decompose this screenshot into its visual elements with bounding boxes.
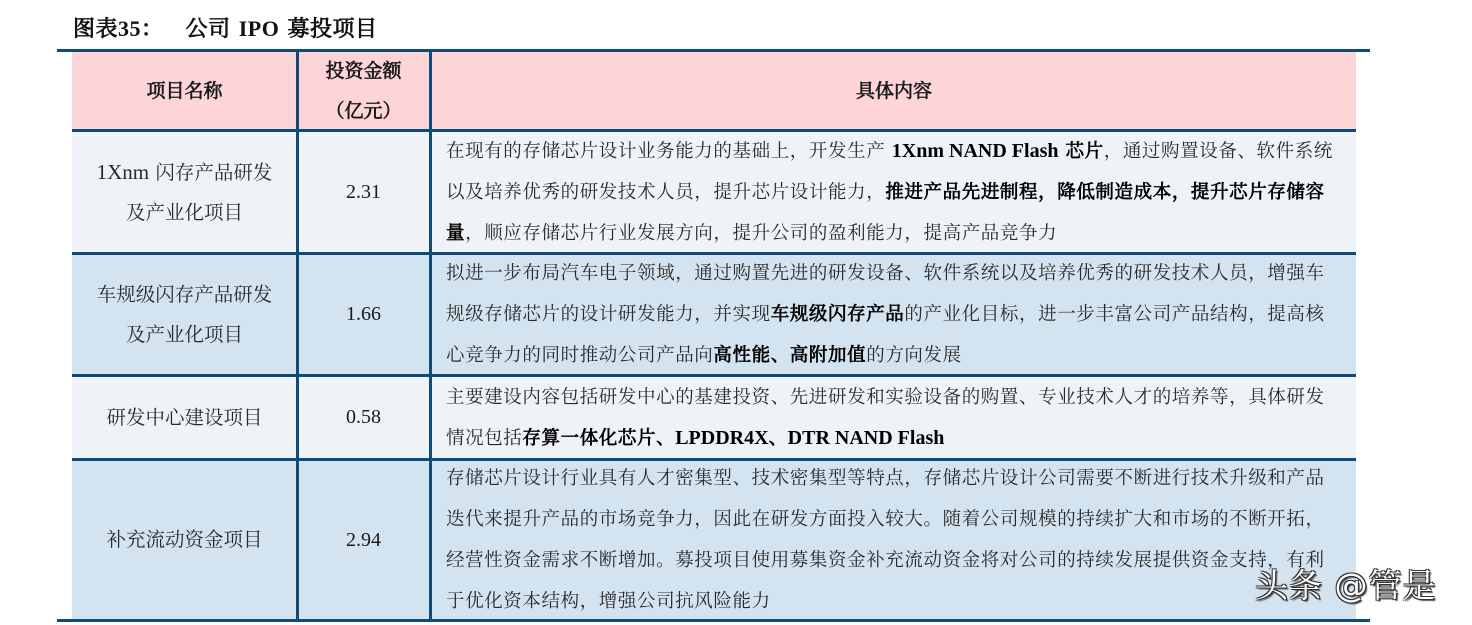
header-amount-line1: 投资金额 bbox=[325, 59, 402, 82]
content-cell bbox=[430, 255, 1356, 374]
content-text: 的方向发展 bbox=[866, 345, 962, 366]
column-divider-2 bbox=[429, 49, 432, 622]
project-name-cell: 研发中心建设项目 bbox=[106, 405, 263, 429]
title-ipo: IPO bbox=[238, 16, 280, 41]
project-name-cell: 补充流动资金项目 bbox=[106, 528, 263, 551]
content-cell bbox=[430, 461, 1356, 619]
content-text: ，顺应存储芯片行业发展方向，提升公司的盈利能力，提高产品竞争力 bbox=[465, 222, 1058, 244]
header-investment-amount bbox=[297, 52, 430, 129]
highlighted-text: LPDDR4X bbox=[675, 426, 769, 449]
investment-amount-cell: 1.66 bbox=[346, 303, 381, 325]
header-content: 具体内容 bbox=[855, 79, 932, 102]
highlighted-text: 存算一体化芯片、 bbox=[522, 427, 676, 449]
highlighted-text: 高性能、高附加值 bbox=[713, 345, 867, 366]
table-row bbox=[72, 461, 1356, 619]
watermark: 头条 @管是 bbox=[1255, 566, 1437, 605]
investment-amount-cell: 2.94 bbox=[346, 528, 381, 551]
header-project-name: 项目名称 bbox=[146, 79, 223, 102]
content-text: 在现有的存储芯片设计业务能力的基础上，开发生产 bbox=[446, 140, 892, 162]
content-text: 的产业化目标，进一步丰富公司产品结构，提高核心竞争力的同时推动公司产品向 bbox=[446, 304, 1325, 366]
investment-amount-cell: 2.31 bbox=[346, 180, 381, 203]
title-text-a: 公司 bbox=[185, 17, 239, 42]
highlighted-text: 推进产品先进制程，降低制造成本，提升芯片存储容量 bbox=[446, 181, 1325, 244]
figure-title bbox=[73, 12, 378, 43]
title-colon: ： bbox=[141, 17, 164, 42]
content-cell bbox=[430, 377, 1356, 458]
highlighted-text: 1Xnm NAND Flash bbox=[891, 139, 1059, 162]
table-row bbox=[72, 255, 1356, 374]
table-row bbox=[72, 377, 1356, 458]
content-text: 存储芯片设计行业具有人才密集型、技术密集型等特点，存储芯片设计公司需要不断进行技术升级和产品迭代来提升产品的市场竞争力，因此在研发方面投入较大。随着公司规模的持续扩大和市场的不断开拓，经营性资金需求不断增加。募投项目使用募集资金补充流动资金将对公司的持续发展提供资金支持，有利于优化资本结构，增强公司抗风险能力 bbox=[446, 468, 1325, 612]
content-text: 拟进一步布局汽车电子领域，通过购置先进的研发设备、软件系统以及培养优秀的研发技术人员，增强车规级存储芯片的设计研发能力，并实现 bbox=[446, 263, 1325, 325]
header-amount-line2: （亿元） bbox=[325, 99, 402, 122]
content-text: 主要建设内容包括研发中心的基建投资、先进研发和实验设备的购置、专业技术人才的培养等，具体研发情况包括 bbox=[446, 386, 1325, 449]
project-name-cell: 1Xnm 闪存产品研发 及产业化项目 bbox=[96, 159, 273, 224]
title-text-b: 募投项目 bbox=[279, 17, 378, 42]
title-number: 35 bbox=[118, 16, 142, 41]
title-prefix: 图表 bbox=[73, 17, 119, 42]
table-row bbox=[72, 132, 1356, 252]
highlighted-text: 、 bbox=[768, 427, 788, 449]
content-cell bbox=[430, 132, 1356, 252]
table-header-row bbox=[72, 52, 1356, 129]
investment-amount-cell: 0.58 bbox=[346, 406, 381, 428]
column-divider-1 bbox=[296, 49, 299, 622]
highlighted-text: 芯片 bbox=[1058, 140, 1104, 162]
highlighted-text: 车规级闪存产品 bbox=[770, 304, 905, 325]
project-name-cell: 车规级闪存产品研发 及产业化项目 bbox=[96, 282, 273, 346]
highlighted-text: DTR NAND Flash bbox=[787, 426, 945, 449]
content-text: ，通过购置设备、软件系统以及培养优秀的研发技术人员，提升芯片设计能力， bbox=[446, 140, 1333, 203]
